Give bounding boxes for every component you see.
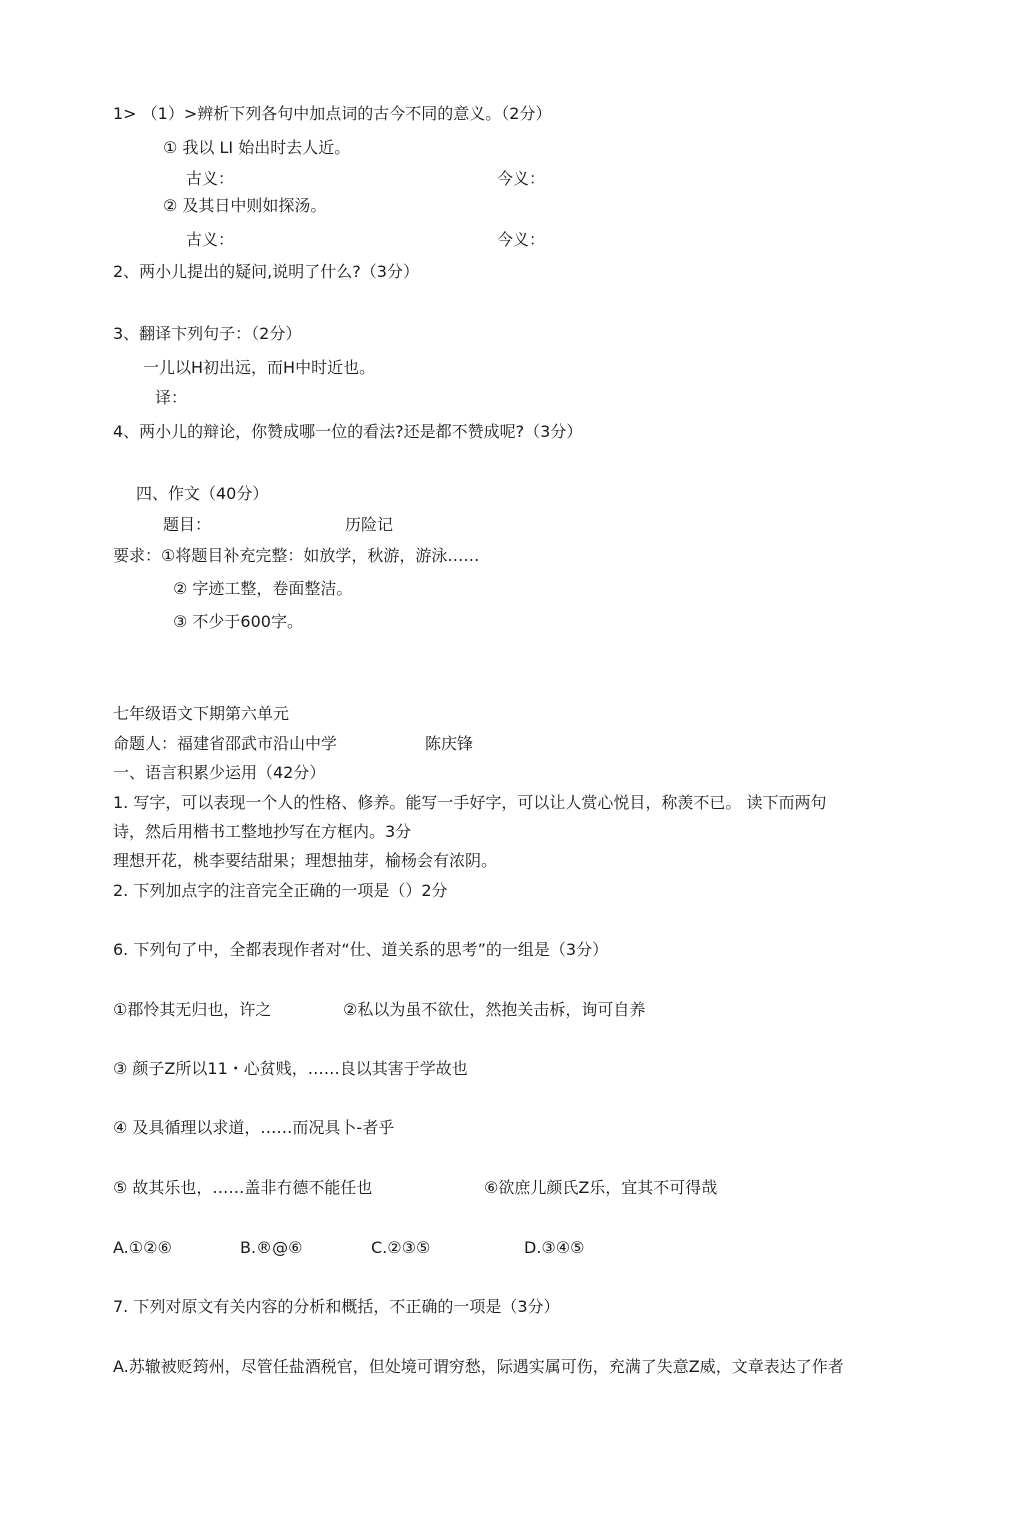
unit-title: 七年级语文下期第六单元 xyxy=(113,704,290,723)
question-6-option-3: ③ 颜子Z所以11・心贫贱，……良以其害于学故也 xyxy=(113,1059,468,1078)
author-label: 命题人：福建省邵武市沿山中学 xyxy=(113,734,338,753)
essay-topic-suffix: 历险记 xyxy=(345,515,394,534)
ancient-meaning-label-1: 古义： xyxy=(186,169,235,188)
question-6-option-6: ⑥欲庶儿颜氏Z乐，宜其不可得哉 xyxy=(484,1178,718,1197)
question-2: 2、两小儿提出的疑问,说明了什么?（3分） xyxy=(113,262,419,281)
unit-question-1-line-1: 1. 写字，可以表现一个人的性格、修养。能写一手好字，可以让人赏心悦目，称羡不已。 读下而两句 xyxy=(113,793,827,812)
question-3-sentence: 一儿以H初出远，而H中时近也。 xyxy=(143,358,376,377)
essay-heading: 四、作文（40分） xyxy=(136,484,269,503)
choice-b: B.®@⑥ xyxy=(240,1238,303,1257)
question-4: 4、两小儿的辩论，你赞成哪一位的看法?还是都不赞成呢?（3分） xyxy=(113,422,583,441)
question-6-option-1: ①郡怜其无归也，许之 xyxy=(113,1000,272,1019)
author-name: 陈庆锋 xyxy=(425,734,474,753)
essay-requirement-3: ③ 不少于600字。 xyxy=(173,612,303,631)
essay-topic-label: 题目： xyxy=(163,515,212,534)
choice-a: A.①②⑥ xyxy=(113,1238,172,1257)
unit-question-1-line-2: 诗，然后用楷书工整地抄写在方框内。3分 xyxy=(113,822,412,841)
unit-question-6-title: 6. 下列句了中，全都表现作者对“仕、道关系的思考”的一组是（3分） xyxy=(113,940,609,959)
ancient-meaning-label-2: 古义： xyxy=(186,230,235,249)
choice-d: D.③④⑤ xyxy=(524,1238,585,1257)
question-7-option-a: A.苏辙被贬筠州，尽管任盐酒税官，但处境可谓穷愁，际遇实属可伤，充满了失意Z威，文章表达了作者 xyxy=(113,1357,844,1376)
question-3-translate-label: 译： xyxy=(155,388,188,407)
question-1-item-1: ① 我以 LI 始出时去人近。 xyxy=(163,138,351,157)
question-6-option-4: ④ 及具循理以求道，……而况具卜-者乎 xyxy=(113,1118,395,1137)
unit-question-2: 2. 下列加点字的注音完全正确的一项是（）2分 xyxy=(113,881,448,900)
question-6-option-2: ②私以为虽不欲仕，然抱关击柝，询可自养 xyxy=(343,1000,646,1019)
unit-question-1-line-3: 理想开花，桃李要结甜果；理想抽芽，榆杨会有浓阴。 xyxy=(113,851,498,870)
essay-requirement-1: 要求：①将题目补充完整：如放学，秋游，游泳…… xyxy=(113,546,480,565)
modern-meaning-label-2: 今义： xyxy=(497,230,546,249)
essay-requirement-2: ② 字迹工整，卷面整洁。 xyxy=(173,579,353,598)
section-1-heading: 一、语言积累少运用（42分） xyxy=(113,763,326,782)
question-1-item-2: ② 及其日中则如探汤。 xyxy=(163,196,327,215)
unit-question-7-title: 7. 下列对原文有关内容的分析和概括，不正确的一项是（3分） xyxy=(113,1297,560,1316)
choice-c: C.②③⑤ xyxy=(371,1238,431,1257)
question-3-title: 3、翻译卞列句子：（2分） xyxy=(113,324,302,343)
question-1-title: 1> （1）>辨析下列各句中加点词的古今不同的意义。（2分） xyxy=(113,104,552,123)
question-6-option-5: ⑤ 故其乐也，……盖非冇德不能任也 xyxy=(113,1178,373,1197)
modern-meaning-label-1: 今义： xyxy=(497,169,546,188)
